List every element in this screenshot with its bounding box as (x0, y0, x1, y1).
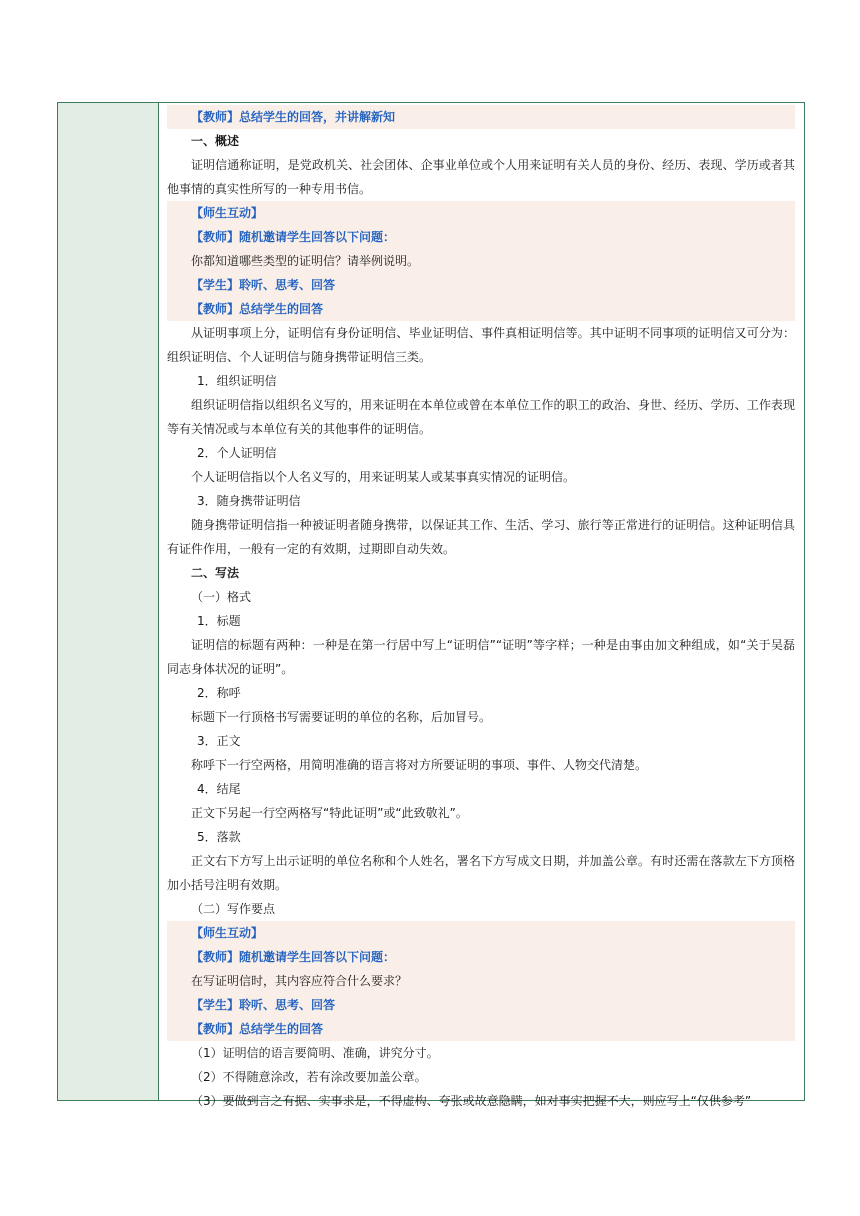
teacher-summary-line: 【教师】总结学生的回答 (191, 1022, 324, 1036)
content-column (159, 103, 804, 1108)
paragraph-types: 从证明事项上分，证明信有身份证明信、毕业证明信、事件真相证明信等。其中证明不同事项的证明信又可分为：组织证明信、个人证明信与随身携带证明信三类。 (167, 326, 795, 364)
subheading-title: 1．标题 (197, 614, 241, 628)
subsection-writing-points: （二）写作要点 (191, 902, 276, 916)
teacher-summary-line: 【教师】总结学生的回答 (191, 302, 324, 316)
interaction-box-2 (167, 921, 795, 1041)
teacher-question-line: 【教师】随机邀请学生回答以下问题： (191, 950, 396, 964)
subsection-format: （一）格式 (191, 590, 252, 604)
paragraph-carry-certificate: 随身携带证明信指一种被证明者随身携带，以保证其工作、生活、学习、旅行等正常进行的证明信。这种证明信具有证件作用，一般有一定的有效期，过期即自动失效。 (167, 518, 795, 556)
interaction-box-1 (167, 201, 795, 321)
requirement-item: （1）证明信的语言要简明、准确，讲究分寸。 (191, 1046, 439, 1060)
teacher-summary-line: 【教师】总结学生的回答，并讲解新知 (191, 110, 396, 124)
paragraph-ending: 正文下另起一行空两格写“特此证明”或“此致敬礼”。 (191, 806, 468, 820)
subheading-signature: 5．落款 (197, 830, 241, 844)
subheading-salutation: 2．称呼 (197, 686, 241, 700)
student-response-line: 【学生】聆听、思考、回答 (191, 278, 336, 292)
subheading-carry-certificate: 3．随身携带证明信 (197, 494, 301, 508)
paragraph-personal-certificate: 个人证明信指以个人名义写的，用来证明某人或某事真实情况的证明信。 (191, 470, 576, 484)
section-heading-overview: 一、概述 (191, 134, 240, 148)
left-column (58, 103, 159, 1100)
question-text: 你都知道哪些类型的证明信？请举例说明。 (191, 254, 420, 268)
paragraph-title: 证明信的标题有两种：一种是在第一行居中写上“证明信”“证明”等字样；一种是由事由加文种组成，如“关于吴磊同志身体状况的证明”。 (167, 638, 795, 676)
lesson-table (57, 102, 805, 1108)
subheading-ending: 4．结尾 (197, 782, 241, 796)
paragraph-org-certificate: 组织证明信指以组织名义写的，用来证明在本单位或曾在本单位工作的职工的政治、身世、经历、学历、工作表现等有关情况或与本单位有关的其他事件的证明信。 (167, 398, 795, 436)
subheading-personal-certificate: 2．个人证明信 (197, 446, 277, 460)
teacher-summary-box (167, 105, 795, 129)
subheading-body: 3．正文 (197, 734, 241, 748)
question-text: 在写证明信时，其内容应符合什么要求？ (191, 974, 408, 988)
paragraph-definition: 证明信通称证明，是党政机关、社会团体、企事业单位或个人用来证明有关人员的身份、经历、表现、学历或者其他事情的真实性所写的一种专用书信。 (167, 158, 795, 196)
paragraph-signature: 正文右下方写上出示证明的单位名称和个人姓名，署名下方写成文日期，并加盖公章。有时还需在落款左下方顶格加小括号注明有效期。 (167, 854, 795, 892)
interaction-heading: 【师生互动】 (191, 206, 264, 220)
subheading-org-certificate: 1．组织证明信 (197, 374, 277, 388)
paragraph-salutation: 标题下一行顶格书写需要证明的单位的名称，后加冒号。 (191, 710, 492, 724)
student-response-line: 【学生】聆听、思考、回答 (191, 998, 336, 1012)
requirement-item: （3）要做到言之有据、实事求是，不得虚构、夸张或故意隐瞒，如对事实把握不大，则应写上“仅供参考” (191, 1094, 752, 1108)
section-heading-writing: 二、写法 (191, 566, 240, 580)
paragraph-body: 称呼下一行空两格，用简明准确的语言将对方所要证明的事项、事件、人物交代清楚。 (191, 758, 648, 772)
interaction-heading: 【师生互动】 (191, 926, 264, 940)
requirement-item: （2）不得随意涂改，若有涂改要加盖公章。 (191, 1070, 427, 1084)
teacher-question-line: 【教师】随机邀请学生回答以下问题： (191, 230, 396, 244)
